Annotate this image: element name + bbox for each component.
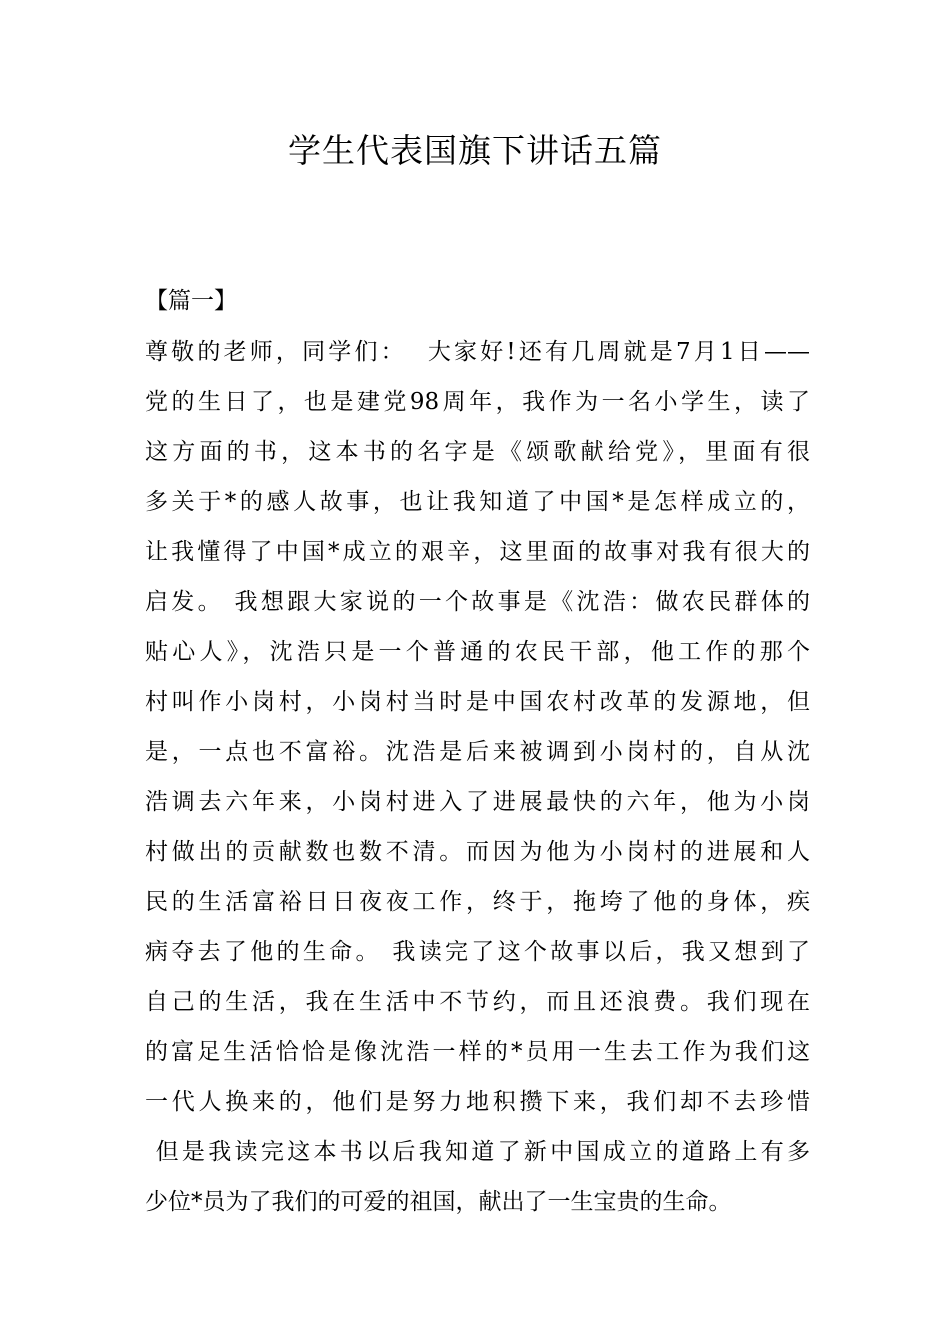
text-line: 一代人换来的，他们是努力地积攒下来，我们却不去珍惜 [145,1089,810,1115]
text-line: 让我懂得了中国*成立的艰辛，这里面的故事对我有很大的 [145,539,810,565]
text-line: 这方面的书，这本书的名字是《颂歌献给党》，里面有很 [145,439,810,465]
text-line: 民的生活富裕日日夜夜工作，终于，拖垮了他的身体，疾 [145,889,810,915]
text-line: 贴心人》，沈浩只是一个普通的农民干部，他工作的那个 [145,639,810,665]
text-line: 是，一点也不富裕。沈浩是后来被调到小岗村的，自从沈 [145,739,810,765]
section-heading: 【篇一】 [145,288,237,314]
text-line: 多关于*的感人故事，也让我知道了中国*是怎样成立的， [145,489,810,515]
text-line: 党的生日了，也是建党98周年，我作为一名小学生，读了 [145,389,810,415]
document-title: 学生代表国旗下讲话五篇 [288,131,662,170]
text-line: 村做出的贡献数也数不清。而因为他为小岗村的进展和人 [145,839,810,865]
text-line: 病夺去了他的生命。 我读完了这个故事以后，我又想到了 [145,939,810,965]
text-line: 尊敬的老师，同学们： 大家好!还有几周就是7月1日—— [145,339,810,365]
text-line: 自己的生活，我在生活中不节约，而且还浪费。我们现在 [145,989,810,1015]
body-text [145,327,810,1227]
text-line: 浩调去六年来，小岗村进入了进展最快的六年，他为小岗 [145,789,810,815]
text-line: 但是我读完这本书以后我知道了新中国成立的道路上有多 [145,1139,810,1165]
text-line: 启发。 我想跟大家说的一个故事是《沈浩：做农民群体的 [145,589,810,615]
text-line: 的富足生活恰恰是像沈浩一样的*员用一生去工作为我们这 [145,1039,810,1065]
text-line: 少位*员为了我们的可爱的祖国，献出了一生宝贵的生命。 [145,1189,732,1215]
text-line: 村叫作小岗村，小岗村当时是中国农村改革的发源地，但 [145,689,810,715]
